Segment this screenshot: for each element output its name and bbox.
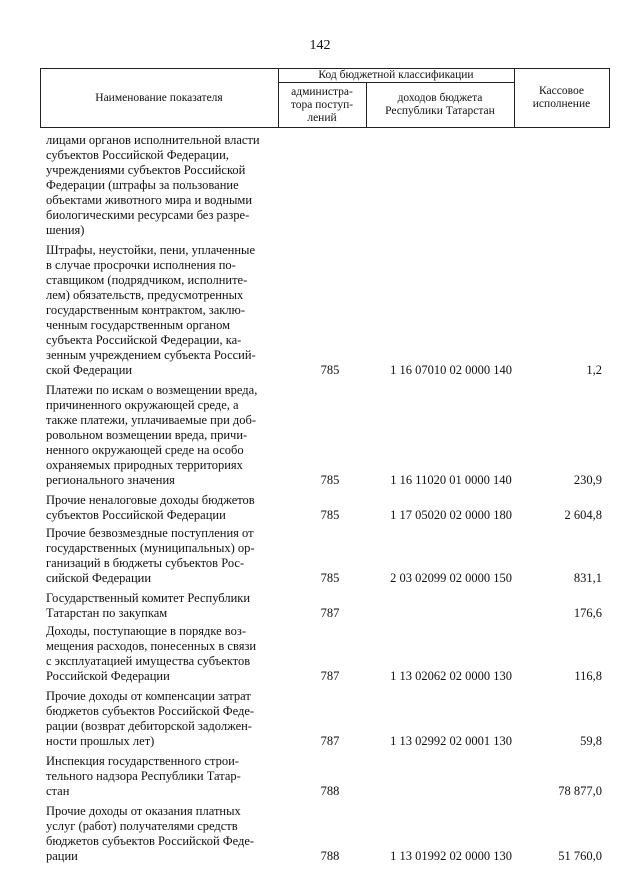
indicator-name-line: ченным государственным органом <box>46 318 231 332</box>
admin-code: 785 <box>320 571 340 585</box>
indicator-name-line: Татарстан по закупкам <box>46 606 168 620</box>
indicator-name-line: биологическими ресурсами без разре- <box>46 208 250 222</box>
cash-execution-amount: 116,8 <box>574 669 602 683</box>
indicator-name-line: субъектов Российской Федерации <box>46 508 226 522</box>
indicator-name-line: рации (возврат дебиторской задолжен- <box>46 719 252 733</box>
indicator-name-line: ровольном возмещении вреда, причи- <box>46 428 248 442</box>
header-admin-line: администра- <box>291 85 353 98</box>
header-amount-line: исполнение <box>532 98 591 110</box>
header-income-line: доходов бюджета <box>397 92 483 104</box>
table-row <box>46 133 606 238</box>
indicator-name-line: объектами животного мира и водными <box>46 193 253 207</box>
header-income-col <box>366 82 514 128</box>
admin-code: 787 <box>320 606 340 620</box>
header-income-line: Республики Татарстан <box>385 105 495 117</box>
indicator-name <box>46 243 278 378</box>
indicator-name-line: бюджетов субъектов Российской Феде- <box>46 704 255 718</box>
indicator-name-line: Прочие неналоговые доходы бюджетов <box>46 493 255 507</box>
indicator-name-line: Федерации (штрафы за пользование <box>46 178 239 192</box>
cash-execution-amount: 2 604,8 <box>564 508 602 522</box>
table-body <box>46 129 606 864</box>
table-row <box>46 804 606 864</box>
admin-code: 785 <box>320 508 340 522</box>
indicator-name-line: мещения расходов, понесенных в связи <box>46 639 257 653</box>
header-admin-line: лений <box>307 111 337 124</box>
indicator-name <box>46 133 278 238</box>
page-number: 142 <box>309 38 331 53</box>
admin-code: 788 <box>320 849 340 863</box>
indicator-name-line: Российской Федерации <box>46 669 170 683</box>
indicator-name-line: государственным контрактом, заклю- <box>46 303 246 317</box>
budget-income-code: 1 16 11020 01 0000 140 <box>390 473 512 487</box>
table-row <box>46 243 606 378</box>
table-row <box>46 493 606 523</box>
indicator-name-line: учреждениями субъектов Российской <box>46 163 246 177</box>
admin-code: 787 <box>320 734 340 748</box>
indicator-name-line: ненного окружающей среде на особо <box>46 443 244 457</box>
cash-execution-amount: 831,1 <box>573 571 602 585</box>
header-name-col <box>40 68 278 128</box>
indicator-name <box>46 754 278 799</box>
budget-income-code: 1 13 02992 02 0001 130 <box>390 734 512 748</box>
table-row <box>46 754 606 799</box>
indicator-name-line: Платежи по искам о возмещении вреда, <box>46 383 258 397</box>
indicator-name-line: государственных (муниципальных) ор- <box>46 541 255 555</box>
header-admin-col <box>278 82 366 128</box>
indicator-name-line: Доходы, поступающие в порядке воз- <box>46 624 246 638</box>
indicator-name-line: ской Федерации <box>46 363 133 377</box>
table-row <box>46 624 606 684</box>
indicator-name <box>46 804 278 864</box>
indicator-name <box>46 526 278 586</box>
indicator-name-line: субъектов Российской Федерации, <box>46 148 229 162</box>
cash-execution-amount: 78 877,0 <box>558 784 602 798</box>
indicator-name-line: ганизаций в бюджеты субъектов Рос- <box>46 556 245 570</box>
indicator-name-line: лицами органов исполнительной власти <box>46 133 260 147</box>
indicator-name <box>46 493 278 523</box>
header-code-group-label: Код бюджетной классификации <box>318 68 474 81</box>
header-amount-col <box>514 68 609 128</box>
table-row <box>46 526 606 586</box>
budget-income-code: 1 16 07010 02 0000 140 <box>390 363 512 377</box>
indicator-name-line: шения) <box>46 223 85 237</box>
indicator-name-line: ставщиком (подрядчиком, исполните- <box>46 273 248 287</box>
indicator-name-line: в случае просрочки исполнения по- <box>46 258 236 272</box>
admin-code: 785 <box>320 473 340 487</box>
indicator-name-line: Прочие доходы от компенсации затрат <box>46 689 251 703</box>
indicator-name <box>46 383 278 488</box>
table-row <box>46 383 606 488</box>
admin-code: 788 <box>320 784 340 798</box>
indicator-name-line: также платежи, уплачиваемые при доб- <box>46 413 257 427</box>
indicator-name <box>46 591 278 621</box>
header-code-group <box>278 68 514 82</box>
header-name-label: Наименование показателя <box>95 91 223 104</box>
admin-code: 787 <box>320 669 340 683</box>
indicator-name-line: тельного надзора Республики Татар- <box>46 769 241 783</box>
indicator-name-line: лем) обязательств, предусмотренных <box>46 288 244 302</box>
indicator-name-line: причиненного окружающей среде, а <box>46 398 239 412</box>
cash-execution-amount: 230,9 <box>573 473 602 487</box>
indicator-name-line: сийской Федерации <box>46 571 152 585</box>
cash-execution-amount: 1,2 <box>586 363 602 377</box>
indicator-name-line: зенным учреждением субъекта Россий- <box>46 348 256 362</box>
table-header <box>40 68 610 128</box>
indicator-name-line: регионального значения <box>46 473 175 487</box>
table-row <box>46 591 606 621</box>
indicator-name-line: услуг (работ) получателями средств <box>46 819 238 833</box>
header-right-border <box>609 68 610 128</box>
header-admin-line: тора поступ- <box>290 98 354 111</box>
indicator-name-line: ности прошлых лет) <box>46 734 155 748</box>
indicator-name-line: Прочие безвозмездные поступления от <box>46 526 254 540</box>
indicator-name <box>46 689 278 749</box>
indicator-name-line: Государственный комитет Республики <box>46 591 251 605</box>
cash-execution-amount: 51 760,0 <box>558 849 602 863</box>
indicator-name-line: охраняемых природных территориях <box>46 458 243 472</box>
cash-execution-amount: 176,6 <box>573 606 602 620</box>
indicator-name-line: стан <box>46 784 70 798</box>
table-row <box>46 689 606 749</box>
budget-income-code: 2 03 02099 02 0000 150 <box>390 571 512 585</box>
header-amount-line: Кассовое <box>539 85 584 97</box>
indicator-name <box>46 624 278 684</box>
indicator-name-line: субъекта Российской Федерации, ка- <box>46 333 242 347</box>
indicator-name-line: Инспекция государственного строи- <box>46 754 239 768</box>
budget-income-code: 1 17 05020 02 0000 180 <box>390 508 512 522</box>
admin-code: 785 <box>320 363 340 377</box>
indicator-name-line: Прочие доходы от оказания платных <box>46 804 241 818</box>
budget-income-code: 1 13 01992 02 0000 130 <box>390 849 512 863</box>
cash-execution-amount: 59,8 <box>580 734 602 748</box>
indicator-name-line: бюджетов субъектов Российской Феде- <box>46 834 255 848</box>
indicator-name-line: Штрафы, неустойки, пени, уплаченные <box>46 243 255 257</box>
budget-income-code: 1 13 02062 02 0000 130 <box>390 669 512 683</box>
indicator-name-line: с эксплуатацией имущества субъектов <box>46 654 251 668</box>
indicator-name-line: рации <box>46 849 78 863</box>
